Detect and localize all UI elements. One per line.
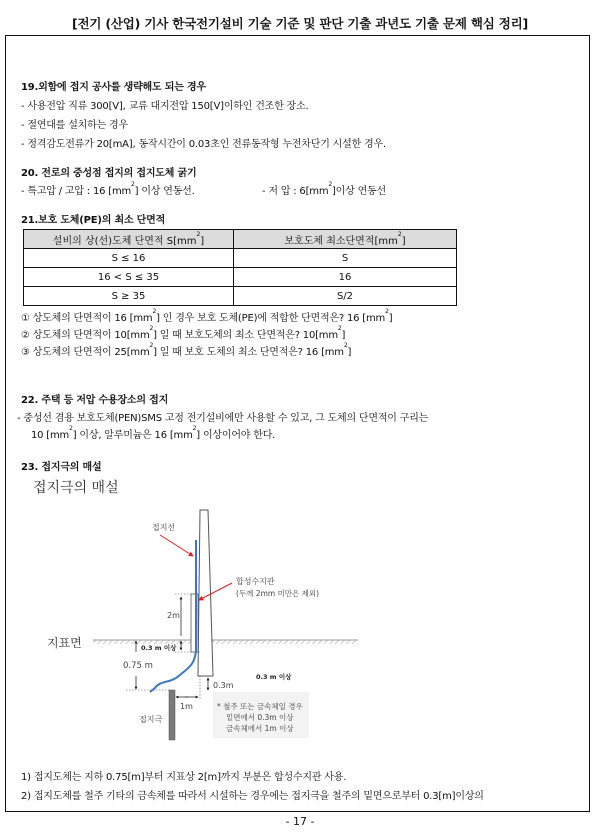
document-header: [전기 (산업) 기사 한국전기설비 기술 기준 및 판단 기출 과년도 기출 문제 핵심 정리] bbox=[71, 16, 529, 31]
section-23-item: 2) 접지도체를 철주 기타의 금속체를 따라서 시설하는 경우에는 접지극을 철주의 밑면으로부터 0.3[m]이상의 bbox=[21, 791, 484, 802]
ground-electrode bbox=[169, 690, 175, 740]
superscript: 2 bbox=[196, 230, 201, 238]
text: ] 이상이어야 한다. bbox=[196, 430, 276, 441]
text: ] 이상, 알루미늄은 16 [mm bbox=[72, 430, 193, 441]
text: 10 [mm bbox=[31, 430, 70, 441]
superscript: 2 bbox=[131, 181, 135, 188]
text: ] bbox=[341, 330, 346, 341]
text: - 특고압 / 고압 : 16 [mm bbox=[21, 186, 132, 197]
text: ]이상 연동선 bbox=[331, 186, 386, 197]
superscript: 2 bbox=[328, 181, 332, 188]
question-3 bbox=[21, 343, 351, 358]
note-line-2: 밑면에서 0.3m 이상 bbox=[226, 713, 294, 722]
label-2m: 2m bbox=[167, 611, 180, 620]
label-03-above: 0.3 m 이상 bbox=[141, 644, 177, 652]
text: 설비의 상(선)도체 단면적 S[mm bbox=[52, 235, 197, 247]
question-2 bbox=[21, 326, 345, 341]
grounding-electrode-diagram bbox=[30, 490, 370, 752]
table-header-cell bbox=[24, 230, 234, 249]
section-19-title: 19.외함에 접지 공사를 생략해도 되는 경우 bbox=[21, 82, 206, 93]
table-row bbox=[24, 268, 457, 287]
text: ② 상도체의 단면적이 10[mm bbox=[21, 330, 150, 341]
label-wire: 접지선 bbox=[152, 523, 176, 532]
section-19-item: - 사용전압 직류 300[V], 교류 대지전압 150[V]이하인 건조한 장소. bbox=[21, 101, 309, 112]
ground-surface bbox=[93, 640, 358, 644]
text: ] 일 때 보호 도체의 최소 단면적은? 16 [mm bbox=[153, 347, 344, 358]
table-cell: S ≤ 16 bbox=[24, 249, 234, 268]
table-cell: S/2 bbox=[234, 287, 457, 306]
note-line-3: 금속체에서 1m 이상 bbox=[226, 724, 294, 733]
text: ] 일 때 보호도체의 최소 단면적은? 10[mm bbox=[153, 330, 338, 341]
superscript: 2 bbox=[343, 342, 348, 349]
superscript: 2 bbox=[337, 325, 342, 332]
section-19-item: - 정격감도전류가 20[mA], 동작시간이 0.03초인 전류동작형 누전차단기 시설한 경우. bbox=[21, 139, 386, 150]
superscript: 2 bbox=[69, 425, 73, 432]
section-20-line-a bbox=[21, 182, 195, 197]
section-22-line-1: - 중성선 겸용 보호도체(PEN)SMS 고정 전기설비에만 사용할 수 있고, 그 도체의 단면적이 구리는 bbox=[17, 413, 429, 424]
text: ] bbox=[388, 313, 393, 324]
figure-title: 접지극의 매설 bbox=[33, 480, 119, 496]
table-header-cell bbox=[234, 230, 457, 249]
table-header-row bbox=[24, 230, 457, 249]
superscript: 2 bbox=[152, 308, 157, 315]
label-electrode: 접지극 bbox=[139, 715, 163, 724]
label-03-right: 0.3 m 이상 bbox=[256, 673, 292, 681]
text: - 저 압 : 6[mm bbox=[262, 186, 329, 197]
table-cell: S ≥ 35 bbox=[24, 287, 234, 306]
section-23-title: 23. 접지극의 매설 bbox=[21, 462, 102, 473]
section-21-title: 21.보호 도체(PE)의 최소 단면적 bbox=[21, 215, 166, 226]
section-19-item: - 절연대를 설치하는 경우 bbox=[21, 120, 128, 131]
superscript: 2 bbox=[397, 230, 402, 238]
arrow-icon bbox=[160, 535, 193, 556]
text: ] bbox=[401, 235, 406, 247]
note-line-1: * 철주 또는 금속체일 경우 bbox=[217, 702, 303, 711]
table-row bbox=[24, 287, 457, 306]
label-075: 0.75 m bbox=[123, 661, 153, 671]
superscript: 2 bbox=[149, 342, 154, 349]
section-22-line-2 bbox=[31, 426, 275, 441]
text: ] bbox=[347, 347, 352, 358]
text: ③ 상도체의 단면적이 25[mm bbox=[21, 347, 150, 358]
label-03m: 0.3m bbox=[213, 681, 234, 690]
question-1 bbox=[21, 309, 392, 324]
text: 보호도체 최소단면적[mm bbox=[284, 235, 398, 247]
label-1m: 1m bbox=[180, 702, 193, 711]
pe-table bbox=[23, 229, 457, 306]
text: ] bbox=[200, 235, 205, 247]
table-row bbox=[24, 249, 457, 268]
table-cell: 16 < S ≤ 35 bbox=[24, 268, 234, 287]
section-20-line-b bbox=[262, 182, 386, 197]
table-cell: S bbox=[234, 249, 457, 268]
superscript: 2 bbox=[192, 425, 197, 432]
superscript: 2 bbox=[149, 325, 154, 332]
section-23-item: 1) 접지도체는 지하 0.75[m]부터 지표상 2[m]까지 부분은 합성수지관 사용. bbox=[21, 772, 347, 783]
section-22-title: 22. 주택 등 저압 수용장소의 접지 bbox=[21, 395, 169, 406]
text: ① 상도체의 단면적이 16 [mm bbox=[21, 313, 153, 324]
text: ] 이상 연동선. bbox=[134, 186, 195, 197]
label-pipe: 합성수지관 bbox=[236, 577, 275, 586]
pole bbox=[198, 510, 213, 676]
page-number: - 17 - bbox=[285, 815, 315, 828]
table-cell: 16 bbox=[234, 268, 457, 287]
label-ground: 지표면 bbox=[47, 636, 82, 650]
section-20-title: 20. 전로의 중성점 접지의 접지도체 굵기 bbox=[21, 168, 197, 179]
text: ] 인 경우 보호 도체(PE)에 적합한 단면적은? 16 [mm bbox=[156, 313, 386, 324]
label-pipe-note: (두께 2mm 미만은 제외) bbox=[236, 589, 320, 598]
superscript: 2 bbox=[385, 308, 389, 315]
